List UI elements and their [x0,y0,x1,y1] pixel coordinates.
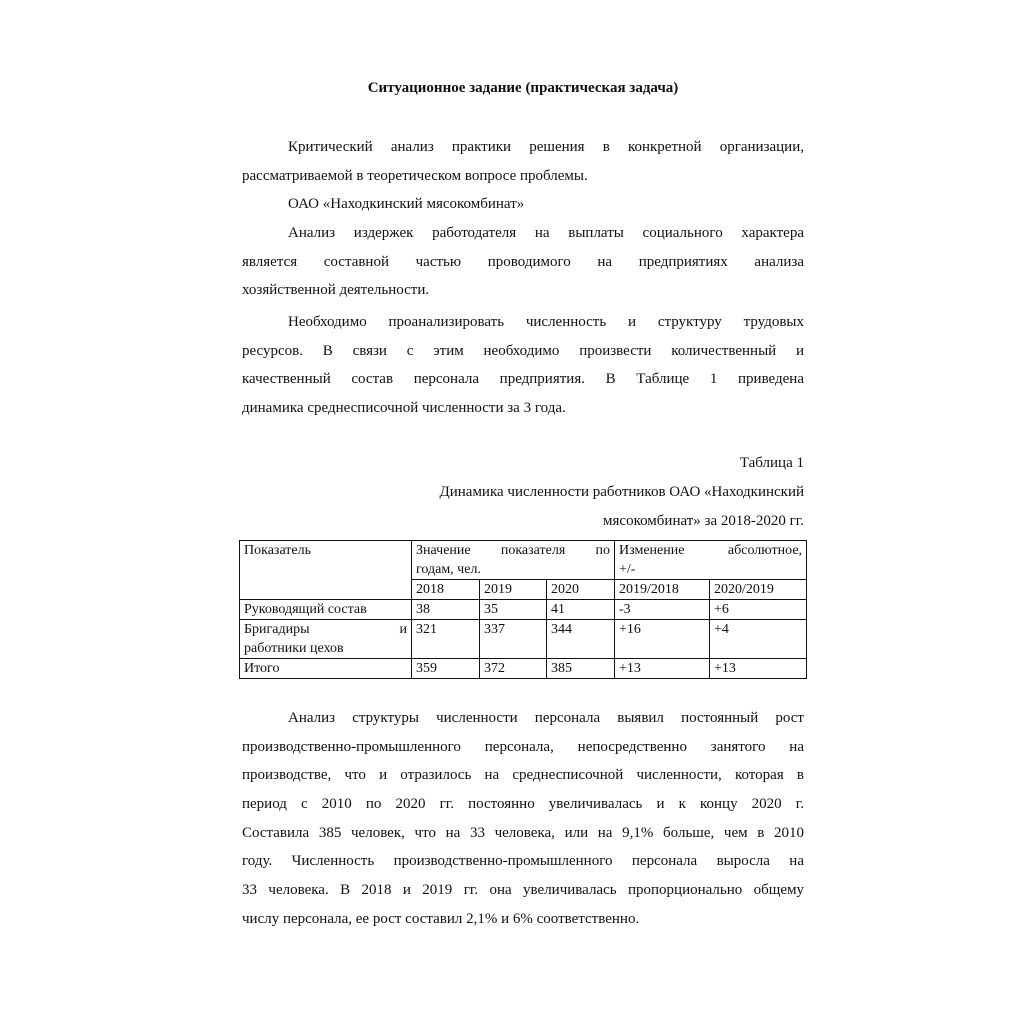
header-indicator: Показатель [240,541,412,600]
header-text-line: Изменение абсолютное, [619,543,803,558]
value-cell: 344 [547,620,615,659]
text-line: производственно-промышленного персонала, непосредственно занятого на [242,738,804,755]
text-line: Анализ структуры численности персонала выявил постоянный рост [288,710,804,726]
need-paragraph [242,308,804,423]
year-cell: 2020 [547,580,615,600]
table-row [240,600,807,620]
year-cell: 2019 [480,580,547,600]
table-caption [242,478,804,535]
value-cell: 321 [412,620,480,659]
intro-paragraph [242,133,804,219]
header-text-line: годам, чел. [416,562,481,577]
table-row [240,620,807,659]
text-line: Критический анализ практики решения в конкретной организации, [288,139,804,155]
row-label-word: и [399,622,407,637]
document-page [242,0,804,1024]
text-line: Составила 385 человек, что на 33 человека, или на 9,1% больше, чем в 2010 [242,824,804,841]
text-line: ресурсов. В связи с этим необходимо произвести количественный и [242,342,804,359]
text-line: числу персонала, ее рост составил 2,1% и 6% соответственно. [242,910,640,927]
company-name: ОАО «Находкинский мясокомбинат» [288,196,525,213]
row-label: Итого [240,659,412,679]
header-text-line: Значение показателя по [416,543,611,558]
period-cell: 2020/2019 [710,580,807,600]
table-label: Таблица 1 [739,455,804,471]
value-cell: 385 [547,659,615,679]
change-cell: +6 [710,600,807,620]
table-row-total [240,659,807,679]
year-cell: 2018 [412,580,480,600]
table-header-row [240,541,807,580]
header-values [412,541,615,580]
document-title: Ситуационное задание (практическая задача) [367,80,679,96]
value-cell: 38 [412,600,480,620]
text-line: качественный состав персонала предприятия. В Таблице 1 приведена [242,371,804,388]
text-line: период с 2010 по 2020 гг. постоянно увеличивалась и к концу 2020 г. [242,796,804,813]
period-cell: 2019/2018 [615,580,710,600]
header-change [615,541,807,580]
text-line: является составной частью проводимого на предприятиях анализа [242,253,804,270]
text-line: Анализ издержек работодателя на выплаты социального характера [288,225,804,241]
text-line: 33 человека. В 2018 и 2019 гг. она увеличивалась пропорционально общему [242,882,804,899]
change-cell: +13 [710,659,807,679]
headcount-table [239,540,807,679]
value-cell: 359 [412,659,480,679]
value-cell: 337 [480,620,547,659]
header-text-line: +/- [619,562,636,577]
change-cell: -3 [615,600,710,620]
change-cell: +4 [710,620,807,659]
value-cell: 372 [480,659,547,679]
text-line: году. Численность производственно-промышленного персонала выросла на [242,853,804,870]
row-label [240,620,412,659]
change-cell: +16 [615,620,710,659]
text-line: Необходимо проанализировать численность и структуру трудовых [288,314,804,330]
analysis-paragraph [242,704,804,934]
row-label-line [244,620,407,639]
row-label-word: Бригадиры [244,622,310,637]
value-cell: 35 [480,600,547,620]
row-label-line: работники цехов [244,641,344,656]
text-line: динамика среднесписочной численности за 3 года. [242,400,566,417]
row-label: Руководящий состав [240,600,412,620]
change-cell: +13 [615,659,710,679]
text-line: производстве, что и отразилось на среднесписочной численности, которая в [242,767,804,784]
caption-line: Динамика численности работников ОАО «Находкинский [439,484,804,500]
caption-line: мясокомбинат» за 2018-2020 гг. [603,512,804,529]
text-line: хозяйственной деятельности. [242,282,430,299]
text-line: рассматриваемой в теоретическом вопросе проблемы. [242,167,588,184]
costs-paragraph [242,219,804,305]
value-cell: 41 [547,600,615,620]
